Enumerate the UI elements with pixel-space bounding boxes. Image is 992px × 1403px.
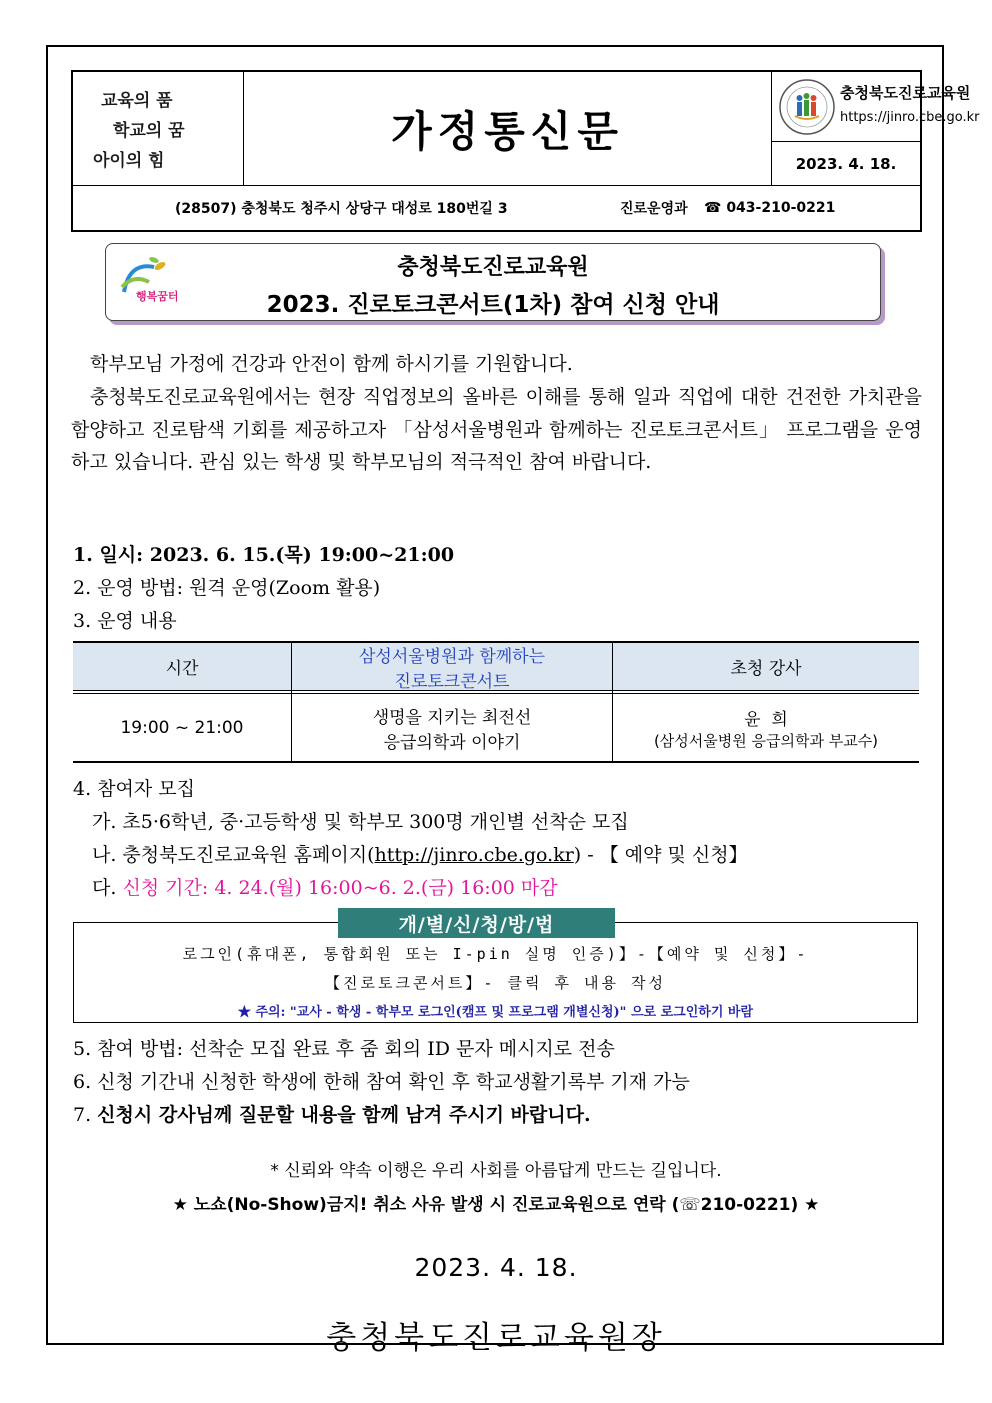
recruit-target: 가. 초5·6학년, 중·고등학생 및 학부모 300명 개인별 선착순 모집 (92, 811, 629, 833)
slogan-line-2: 학교의 꿈 (113, 121, 185, 141)
cell-topic: 생명을 지키는 최전선 응급의학과 이야기 (372, 707, 532, 753)
phone: ☎ 043-210-0221 (704, 200, 836, 216)
slogan-line-1: 교육의 품 (101, 91, 173, 111)
item-method: 2. 운영 방법: 원격 운영(Zoom 활용) (73, 577, 381, 599)
address: (28507) 충청북도 청주시 상당구 대성로 180번길 3 (175, 201, 508, 217)
recruit-heading: 4. 참여자 모집 (73, 778, 195, 800)
homepage-link[interactable]: http://jinro.cbe.go.kr (374, 844, 574, 866)
header-time: 시간 (165, 659, 199, 679)
signer: 충청북도진로교육원장 (326, 1320, 666, 1356)
org-block (772, 72, 980, 142)
item-contents: 3. 운영 내용 (73, 610, 177, 632)
footer-date: 2023. 4. 18. (414, 1253, 578, 1282)
banner-org: 충청북도진로교육원 (397, 255, 589, 280)
noshow-warning: ★ 노쇼(No-Show)금지! 취소 사유 발생 시 진로교육원으로 연락 (☏210-0221) ★ (172, 1195, 820, 1215)
header-speaker: 초청 강사 (730, 659, 802, 679)
item-participation: 5. 참여 방법: 선착순 모집 완료 후 줌 회의 ID 문자 메시지로 전송 (73, 1038, 615, 1060)
cell-speaker: 윤 희 (삼성서울병원 응급의학과 부교수) (653, 709, 879, 750)
program-table (73, 641, 919, 763)
slogan-line-3: 아이의 힘 (93, 151, 165, 171)
item-schedule: 1. 일시: 2023. 6. 15.(목) 19:00~21:00 (73, 544, 455, 566)
banner-logo-text: 행복꿈터 (136, 290, 179, 303)
cell-time: 19:00 ~ 21:00 (120, 717, 244, 738)
letter-header (71, 70, 980, 232)
method-note: ★ 주의: "교사 - 학생 - 학부모 로그인(캠프 및 프로그램 개별신청)" 으로 로그인하기 바람 (237, 1005, 754, 1020)
header-program: 삼성서울병원과 함께하는 진로토크콘서트 (358, 646, 546, 692)
intro-body: 충청북도진로교육원에서는 현장 직업정보의 올바른 이해를 통해 일과 직업에 대한 건전한 가치관을 함양하고 진로탐색 기회를 제공하고자 「삼성서울병원과 함께하는 진로토크콘서트」 프로그램을 운영하고 있습니다. 관심 있는 학생 및 학부모님의 적극적인 참여 바랍니다. (71, 386, 922, 473)
deadline-text: 신청 기간: 4. 24.(월) 16:00~6. 2.(금) 16:00 마감 (122, 877, 558, 899)
header-date: 2023. 4. 18. (795, 154, 897, 173)
department: 진로운영과 (620, 201, 688, 217)
slogan-logo (73, 72, 244, 185)
address-row (73, 185, 920, 230)
org-name: 충청북도진로교육원 (840, 84, 971, 102)
item-question: 7. 신청시 강사님께 질문할 내용을 함께 남겨 주시기 바랍니다. (73, 1104, 591, 1126)
method-step-2: 【진로토크콘서트】- 클릭 후 내용 작성 (324, 974, 666, 992)
method-step-1: 로그인(휴대폰, 통합회원 또는 I-pin 실명 인증)】-【예약 및 신청】- (182, 945, 809, 963)
notice-banner (105, 243, 881, 321)
item-record: 6. 신청 기간내 신청한 학생에 한해 참여 확인 후 학교생활기록부 기재 가능 (73, 1071, 690, 1093)
org-url[interactable]: https://jinro.cbe.go.kr (840, 110, 980, 125)
banner-title: 2023. 진로토크콘서트(1차) 참여 신청 안내 (266, 292, 720, 318)
recruit-homepage: 나. 충청북도진로교육원 홈페이지(http://jinro.cbe.go.kr) - 【 예약 및 신청】 (92, 844, 748, 866)
page-title: 가정통신문 (244, 72, 772, 185)
org-emblem-icon (778, 78, 836, 136)
footer-motto: * 신뢰와 약속 이행은 우리 사회를 아름답게 만드는 길입니다. (270, 1161, 722, 1181)
recruit-period: 다. 신청 기간: 4. 24.(월) 16:00~6. 2.(금) 16:00 마감 (92, 877, 558, 899)
method-title: 개/별/신/청/방/법 (338, 908, 615, 938)
intro-greeting: 학부모님 가정에 건강과 안전이 함께 하시기를 기원합니다. (90, 353, 573, 375)
